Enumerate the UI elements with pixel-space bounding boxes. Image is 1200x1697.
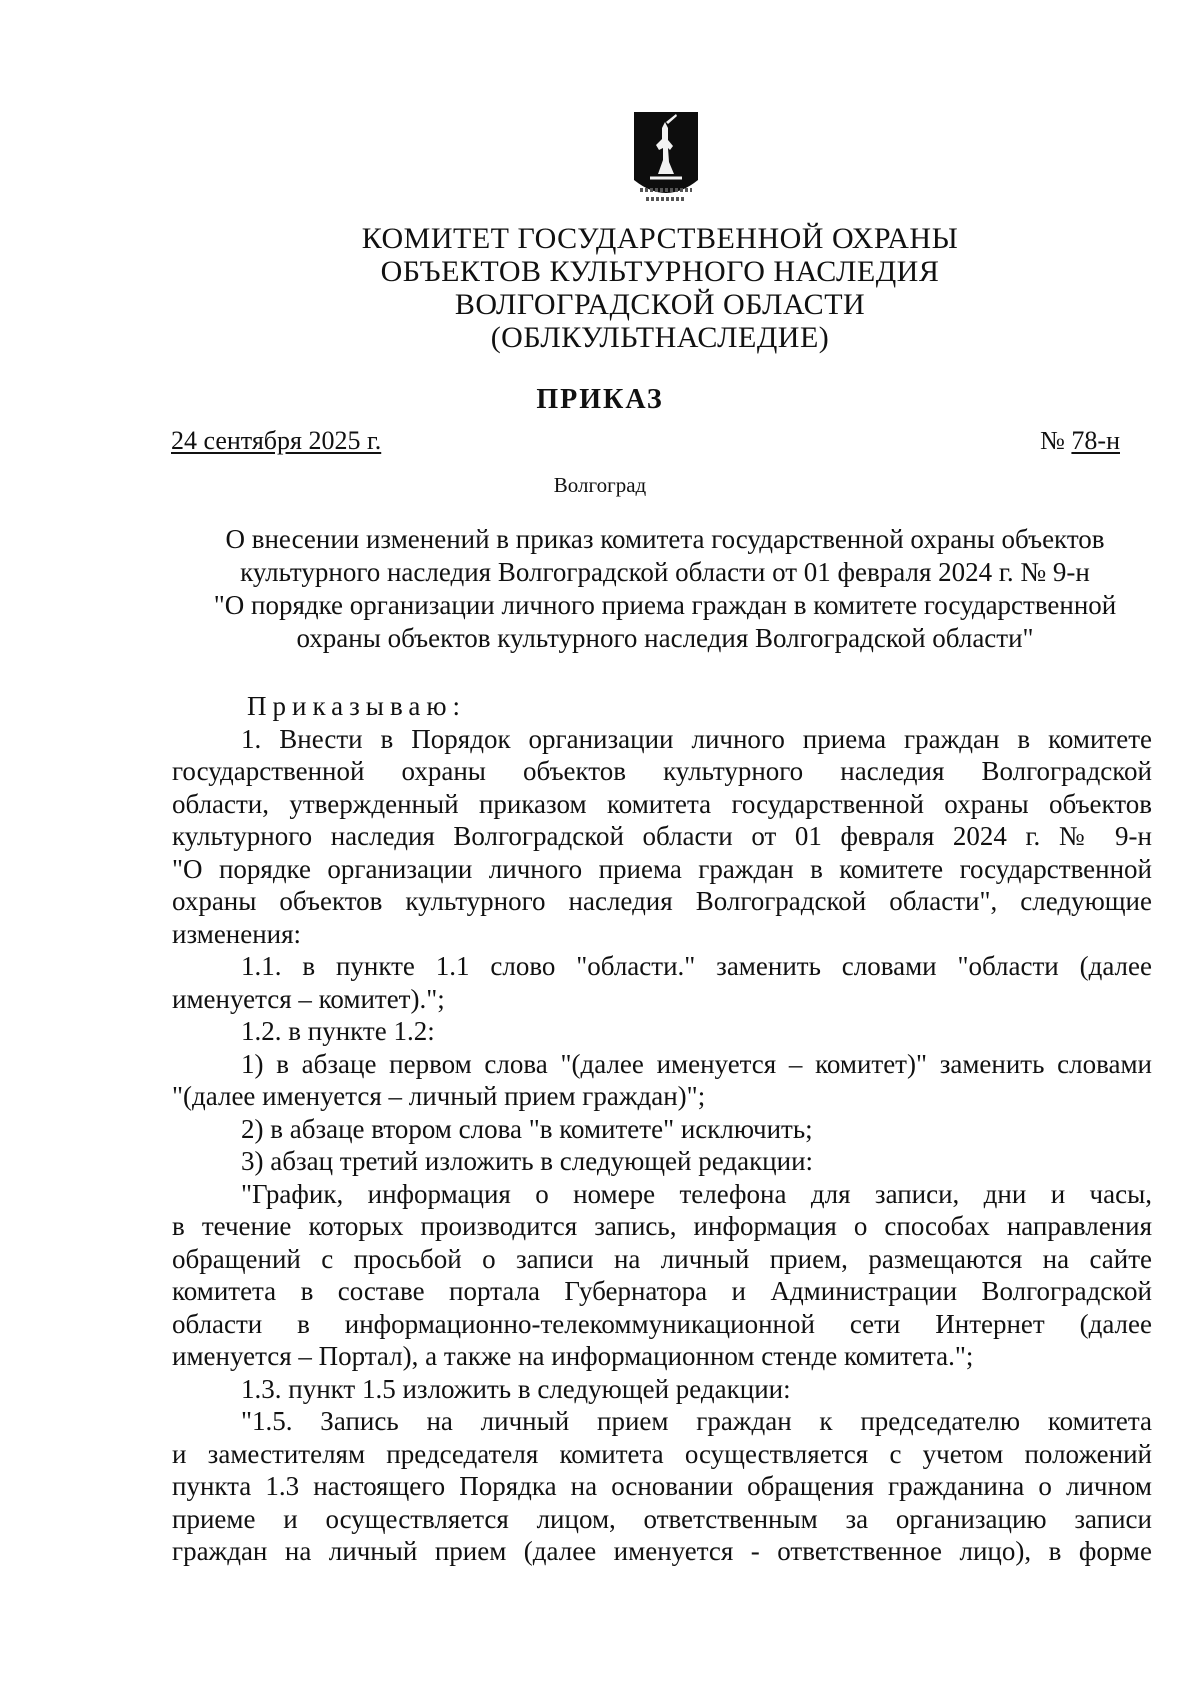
body-line: в течение которых производится запись, информация о способах направления xyxy=(172,1211,1152,1241)
body-line: именуется – комитет)."; xyxy=(172,983,445,1014)
body-line: обращений с просьбой о записи на личный прием, размещаются на сайте xyxy=(172,1243,1152,1274)
body-line: охраны объектов культурного наследия Волгоградской области", следующие xyxy=(172,886,1152,916)
body-line: области, утвержденный приказом комитета государственной охраны объектов xyxy=(172,788,1152,819)
number-value: 78-н xyxy=(1071,426,1120,455)
subject-line: "О порядке организации личного приема граждан в комитете государственной xyxy=(213,590,1117,620)
document-type-title: ПРИКАЗ xyxy=(536,384,664,415)
organization-line: (ОБЛКУЛЬТНАСЛЕДИЕ) xyxy=(490,321,830,354)
body-line: 1. Внести в Порядок организации личного приема граждан в комитете xyxy=(241,723,1152,754)
body-line: Приказываю: xyxy=(247,691,466,721)
body-line: и заместителям председателя комитета осуществляется с учетом положений xyxy=(172,1438,1152,1469)
document-subject xyxy=(170,523,1160,655)
body-line: "1.5. Запись на личный прием граждан к председателю комитета xyxy=(241,1406,1152,1436)
organization-line: ВОЛГОГРАДСКОЙ ОБЛАСТИ xyxy=(454,288,866,321)
organization-line: КОМИТЕТ ГОСУДАРСТВЕННОЙ ОХРАНЫ xyxy=(361,222,959,255)
coat-of-arms-emblem-icon xyxy=(632,110,700,208)
document-number xyxy=(1040,426,1120,456)
document-body xyxy=(172,690,1152,1568)
subject-line: О внесении изменений в приказ комитета государственной охраны объектов xyxy=(225,524,1105,554)
body-line: пункта 1.3 настоящего Порядка на основании обращения гражданина о личном xyxy=(172,1471,1152,1501)
body-line: именуется – Портал), а также на информационном стенде комитета."; xyxy=(172,1341,974,1371)
body-line: "(далее именуется – личный прием граждан)"; xyxy=(172,1081,706,1111)
body-line: 1.2. в пункте 1.2: xyxy=(241,1016,435,1046)
body-line: граждан на личный прием (далее именуется - ответственное лицо), в форме xyxy=(172,1536,1152,1566)
body-line: комитета в составе портала Губернатора и Администрации Волгоградской xyxy=(172,1276,1152,1306)
body-line: 3) абзац третий изложить в следующей редакции: xyxy=(241,1146,814,1176)
document-date: 24 сентября 2025 г. xyxy=(171,426,382,455)
subject-line: охраны объектов культурного наследия Волгоградской области" xyxy=(296,623,1034,653)
body-line: области в информационно-телекоммуникационной сети Интернет (далее xyxy=(172,1308,1152,1339)
subject-line: культурного наследия Волгоградской области от 01 февраля 2024 г. № 9-н xyxy=(240,557,1090,587)
body-line: приеме и осуществляется лицом, ответственным за организацию записи xyxy=(172,1503,1152,1534)
organization-line: ОБЪЕКТОВ КУЛЬТУРНОГО НАСЛЕДИЯ xyxy=(380,255,940,288)
body-line: изменения: xyxy=(172,918,302,949)
body-line: культурного наследия Волгоградской области от 01 февраля 2024 г. № 9-н xyxy=(172,821,1152,851)
body-line: "О порядке организации личного приема граждан в комитете государственной xyxy=(172,853,1152,884)
body-line: 1.3. пункт 1.5 изложить в следующей редакции: xyxy=(241,1373,791,1404)
body-line: 2) в абзаце втором слова "в комитете" исключить; xyxy=(241,1113,813,1144)
organization-name xyxy=(300,222,1020,354)
body-line: "График, информация о номере телефона для записи, дни и часы, xyxy=(241,1178,1152,1209)
number-prefix: № xyxy=(1040,426,1065,455)
body-line: 1.1. в пункте 1.1 слово "области." заменить словами "области (далее xyxy=(241,951,1152,981)
body-line: государственной охраны объектов культурного наследия Волгоградской xyxy=(172,756,1152,786)
document-city: Волгоград xyxy=(553,473,647,497)
body-line: 1) в абзаце первом слова "(далее именуется – комитет)" заменить словами xyxy=(241,1048,1152,1079)
